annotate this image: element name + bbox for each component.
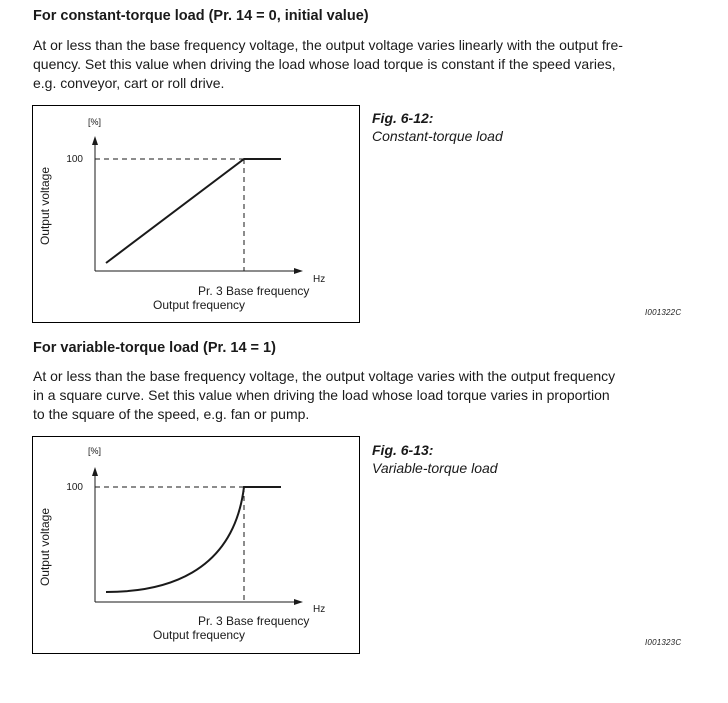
section-heading-constant-torque: For constant-torque load (Pr. 14 = 0, initial value)	[33, 8, 369, 24]
x-axis-arrow-icon	[294, 268, 303, 274]
y-tick-100: 100	[66, 482, 83, 493]
constant-torque-graph	[33, 106, 359, 322]
y-axis-label: Output voltage	[38, 166, 52, 246]
x-axis-arrow-icon	[294, 599, 303, 605]
base-frequency-label: Pr. 3 Base frequency	[198, 614, 310, 628]
y-tick-100: 100	[66, 154, 83, 165]
paragraph-line: in a square curve. Set this value when driving the load whose load torque varies in proportion	[33, 387, 610, 403]
base-frequency-label: Pr. 3 Base frequency	[198, 284, 310, 298]
section-heading-variable-torque: For variable-torque load (Pr. 14 = 1)	[33, 340, 276, 356]
paragraph-line: e.g. conveyor, cart or roll drive.	[33, 75, 225, 91]
figure-code: I001323C	[645, 638, 682, 647]
y-unit-label: [%]	[88, 117, 102, 127]
figure-code: I001322C	[645, 308, 682, 317]
figure-number: Fig. 6-12:	[372, 110, 434, 126]
y-axis-arrow-icon	[92, 136, 98, 145]
paragraph-constant-torque	[33, 36, 695, 93]
x-unit-label: Hz	[313, 604, 326, 615]
x-unit-label: Hz	[313, 274, 326, 285]
figure-constant-torque	[32, 105, 360, 323]
paragraph-line: quency. Set this value when driving the load whose load torque is constant if the speed varies,	[33, 56, 616, 72]
y-unit-label: [%]	[88, 446, 102, 456]
x-axis-label: Output frequency	[153, 298, 246, 312]
paragraph-line: to the square of the speed, e.g. fan or pump.	[33, 406, 310, 422]
paragraph-line: At or less than the base frequency voltage, the output voltage varies with the output frequency	[33, 368, 616, 384]
figure-number: Fig. 6-13:	[372, 442, 434, 458]
figure-caption: Constant-torque load	[372, 128, 503, 144]
y-axis-label: Output voltage	[38, 507, 52, 587]
figure-caption: Variable-torque load	[372, 460, 498, 476]
x-axis-label: Output frequency	[153, 628, 246, 642]
paragraph-variable-torque	[33, 367, 695, 424]
y-axis-arrow-icon	[92, 467, 98, 476]
paragraph-line: At or less than the base frequency voltage, the output voltage varies linearly with the output fre-	[33, 37, 623, 53]
figure-variable-torque	[32, 436, 360, 654]
square-voltage-curve	[106, 487, 281, 592]
variable-torque-graph	[33, 437, 359, 653]
linear-voltage-curve	[106, 159, 281, 263]
